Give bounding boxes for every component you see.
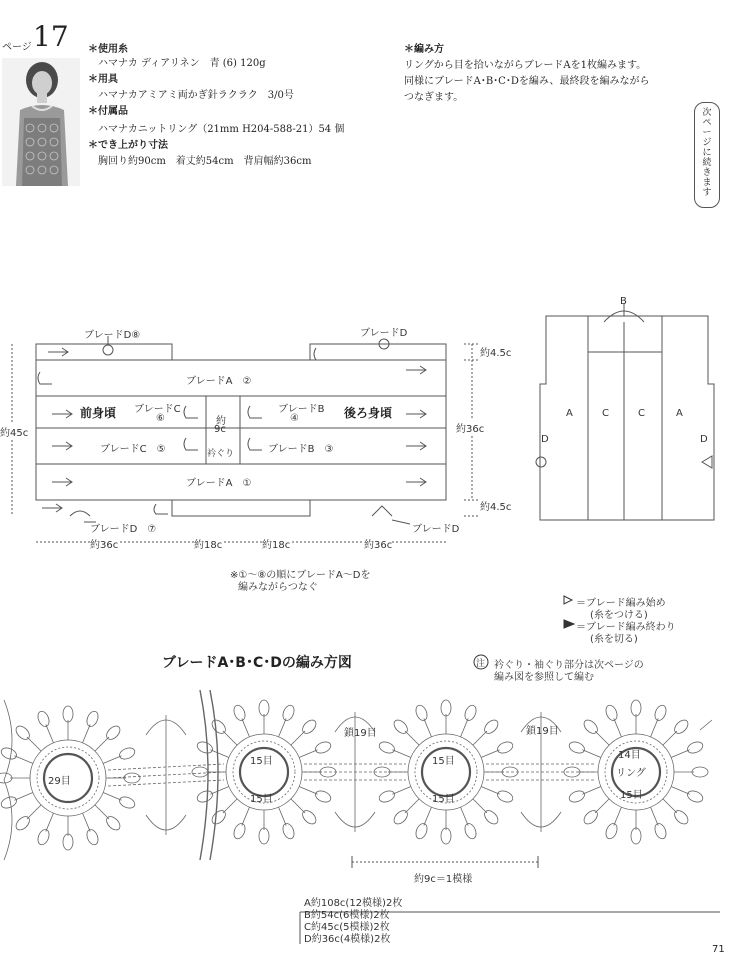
dim-36-right-label: 約36c xyxy=(456,420,484,435)
next-page-text: 次ページに続きます xyxy=(702,108,712,198)
section-note-line1: 衿ぐり・袖ぐり部分は次ページの xyxy=(494,660,644,671)
ring2-bottom-count: 15目 xyxy=(250,794,273,805)
page-label: ページ xyxy=(2,42,32,53)
page-number: 17 xyxy=(33,20,69,53)
braid-d8-label: ブレードD⑧ xyxy=(84,330,141,341)
schematic-a-left-label: A xyxy=(566,408,573,419)
bottom-36-right-label: 約36c xyxy=(364,536,392,551)
schematic-c-left-label: C xyxy=(602,408,609,419)
layout-note-line2: 編みながらつなぐ xyxy=(238,582,318,593)
dim-45-label: 約45c xyxy=(0,424,28,439)
ring2-top-count: 15目 xyxy=(250,756,273,767)
length-a: A約108c(12模様)2枚 xyxy=(304,898,403,909)
instructions-line1: リングから目を拾いながらブレードAを1枚編みます。 xyxy=(404,60,647,71)
bottom-36-left-label: 約36c xyxy=(90,536,118,551)
schematic-b-label: B xyxy=(620,296,627,307)
yarn-heading: ＊使用糸 xyxy=(88,44,128,55)
dim-4-5-top-label: 約4.5c xyxy=(480,348,512,359)
schematic-c-right-label: C xyxy=(638,408,645,419)
legend-start-line1: ＝ブレード編み始め xyxy=(576,598,666,609)
braid-b4-number: ④ xyxy=(290,413,299,424)
legend-end-line2: (糸を切る) xyxy=(590,634,638,645)
ring3-bottom-count: 15目 xyxy=(432,794,455,805)
note-mark: 注 xyxy=(476,659,486,669)
size-heading: ＊でき上がり寸法 xyxy=(88,140,168,151)
legend-start-line2: (糸をつける) xyxy=(590,610,648,621)
layout-note-line1: ※①～⑧の順にブレードA～Dを xyxy=(230,570,371,581)
braid-d7-label: ブレードD ⑦ xyxy=(90,524,157,535)
center-yaku-label: 約 xyxy=(216,416,226,427)
braid-b4-label: ブレードB xyxy=(278,404,325,415)
neckline-label: 衿ぐり xyxy=(207,449,235,459)
instructions-line3: つなぎます。 xyxy=(404,92,464,103)
tools-value: ハマナカアミアミ両かぎ針ラクラク 3/0号 xyxy=(98,90,294,101)
braid-c6-number: ⑥ xyxy=(156,413,165,424)
ring4-label: リング xyxy=(616,768,646,779)
section-note-line2: 編み図を参照して編む xyxy=(494,672,594,683)
chain1-label: 鎖19目 xyxy=(344,728,377,739)
braid-d-bottom-label: ブレードD xyxy=(412,524,460,535)
parts-value: ハマナカニットリング（21mm H204-588-21）54 個 xyxy=(98,124,345,135)
center-9c-label: 9c xyxy=(214,424,226,435)
braid-b3-label: ブレードB ③ xyxy=(268,444,334,455)
instructions-line2: 同様にブレードA･B･C･Dを編み、最終段を編みながら xyxy=(404,76,650,87)
schematic-a-right-label: A xyxy=(676,408,683,419)
schematic-d-right-label: D xyxy=(700,434,708,445)
ring4-bottom-count: 15目 xyxy=(620,790,643,801)
braid-a1-label: ブレードA ① xyxy=(186,478,252,489)
ring3-top-count: 15目 xyxy=(432,756,455,767)
size-value: 胸回り約90cm 着丈約54cm 背肩幅約36cm xyxy=(98,156,312,167)
ring1-count: 29目 xyxy=(48,776,71,787)
length-b: B約54c(6模様)2枚 xyxy=(304,910,390,921)
section-title: ブレードA･B･C･Dの編み方図 xyxy=(162,655,352,671)
braid-d-top-label: ブレードD xyxy=(360,328,408,339)
length-d: D約36c(4模様)2枚 xyxy=(304,934,391,945)
back-label: 後ろ身頃 xyxy=(344,406,393,420)
front-label: 前身頃 xyxy=(80,406,117,420)
bottom-18-a-label: 約18c xyxy=(194,536,222,551)
ring4-top-count: 14目 xyxy=(618,750,641,761)
schematic-d-left-label: D xyxy=(541,434,549,445)
braid-c5-label: ブレードC ⑤ xyxy=(100,444,166,455)
yarn-value: ハマナカ ディアリネン 青 (6) 120g xyxy=(98,58,266,69)
parts-heading: ＊付属品 xyxy=(88,106,128,117)
footer-page-number: 71 xyxy=(712,944,725,955)
bottom-18-b-label: 約18c xyxy=(262,536,290,551)
legend-end-line1: ＝ブレード編み終わり xyxy=(576,622,676,633)
tools-heading: ＊用具 xyxy=(88,74,118,85)
chain2-label: 鎖19目 xyxy=(526,726,559,737)
instructions-heading: ＊編み方 xyxy=(404,44,444,55)
repeat-label: 約9c＝1模様 xyxy=(414,874,473,885)
dim-4-5-bottom-label: 約4.5c xyxy=(480,502,512,513)
length-c: C約45c(5模様)2枚 xyxy=(304,922,390,933)
braid-c6-label: ブレードC xyxy=(134,404,181,415)
braid-a2-label: ブレードA ② xyxy=(186,376,252,387)
